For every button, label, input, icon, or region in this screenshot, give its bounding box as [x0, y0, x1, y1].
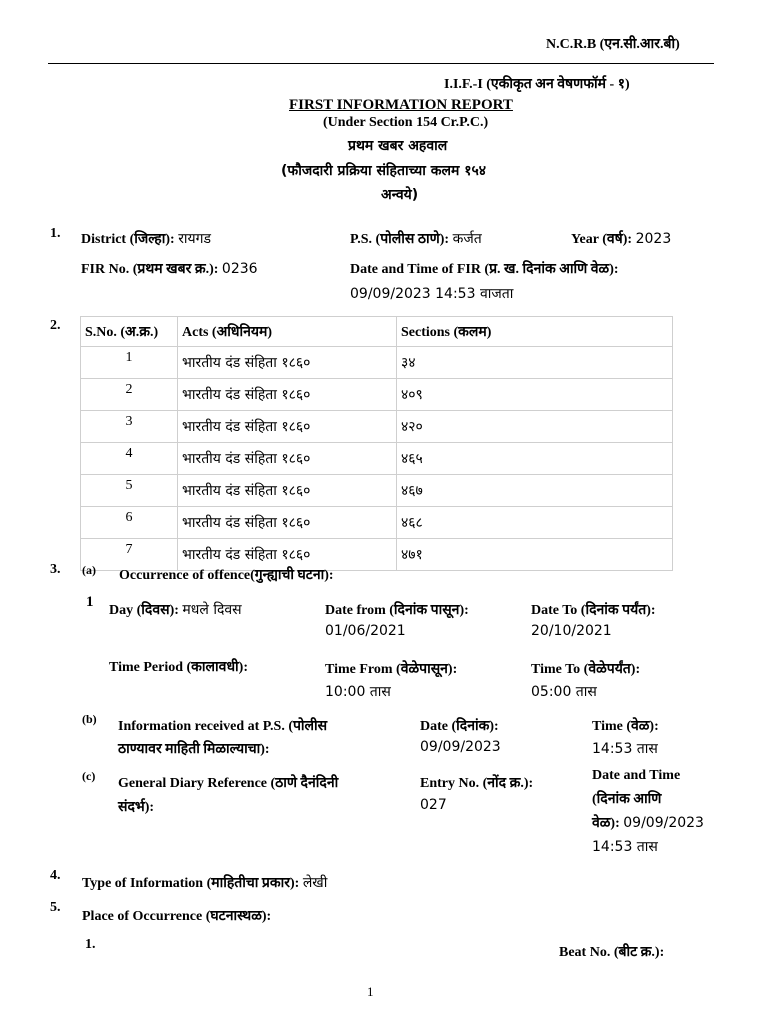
fir-label: FIR No. (प्रथम खबर क्र.):	[81, 262, 219, 277]
section-cell: ४६८	[397, 507, 673, 539]
time-period-label: Time Period (कालावधी):	[109, 660, 249, 675]
entry-no-value: 027	[420, 797, 447, 813]
section-cell: ४६७	[397, 475, 673, 507]
beat-no-label: Beat No. (बीट क्र.):	[559, 945, 665, 960]
sno-cell: 6	[81, 507, 178, 539]
day-value: मधले दिवस	[182, 602, 242, 618]
general-diary-label-2: संदर्भ):	[118, 800, 155, 815]
ps-label: P.S. (पोलीस ठाणे):	[350, 232, 450, 247]
section-3a-marker: (a)	[82, 563, 96, 577]
acts-header: Acts (अधिनियम)	[178, 317, 397, 347]
report-title: FIRST INFORMATION REPORT	[289, 97, 513, 113]
time-to-label: Time To (वेळेपर्यंत):	[531, 662, 641, 677]
section-2-number: 2.	[50, 318, 61, 333]
report-subtitle-mr-2: अन्वये)	[381, 187, 419, 203]
place-of-occurrence-label: Place of Occurrence (घटनास्थळ):	[82, 909, 272, 924]
acts-sections-table	[80, 316, 673, 571]
info-received-label: Information received at P.S. (पोलीस	[118, 719, 328, 734]
year-label: Year (वर्ष):	[571, 232, 633, 247]
time-from-value: 10:00 तास	[325, 684, 391, 700]
general-diary-label: General Diary Reference (ठाणे दैनंदिनी	[118, 776, 339, 791]
date-to-label: Date To (दिनांक पर्यंत):	[531, 603, 656, 618]
act-cell: भारतीय दंड संहिता १८६०	[178, 411, 397, 443]
occurrence-item-number: 1	[86, 594, 94, 610]
section-4-number: 4.	[50, 868, 61, 883]
gd-datetime-value-2: 14:53 तास	[592, 839, 658, 855]
info-time-label: Time (वेळ):	[592, 719, 659, 734]
info-type-value: लेखी	[302, 875, 328, 891]
fir-field	[81, 259, 258, 278]
table-row	[81, 507, 673, 539]
fir-datetime-value: 09/09/2023 14:53 वाजता	[350, 286, 514, 302]
date-from-label: Date from (दिनांक पासून):	[325, 603, 469, 618]
day-label: Day (दिवस):	[109, 603, 179, 618]
section-1-number: 1.	[50, 226, 61, 241]
gd-datetime-label-2: (दिनांक आणि	[592, 792, 662, 807]
act-cell: भारतीय दंड संहिता १८६०	[178, 507, 397, 539]
report-subtitle-mr: (फौजदारी प्रक्रिया संहिताच्या कलम १५४	[281, 163, 487, 179]
section-5-number: 5.	[50, 900, 61, 915]
gd-datetime-label-3: वेळ):	[592, 816, 620, 831]
info-received-label-2: ठाण्यावर माहिती मिळाल्याचा):	[118, 742, 270, 757]
sno-cell: 4	[81, 443, 178, 475]
act-cell: भारतीय दंड संहिता १८६०	[178, 475, 397, 507]
sno-cell: 3	[81, 411, 178, 443]
sno-cell: 5	[81, 475, 178, 507]
report-title-mr: प्रथम खबर अहवाल	[348, 138, 448, 154]
entry-no-label: Entry No. (नोंद क्र.):	[420, 776, 534, 791]
year-value: 2023	[635, 231, 672, 247]
ncrb-label: N.C.R.B (एन.सी.आर.बी)	[546, 37, 680, 52]
sections-header: Sections (कलम)	[397, 317, 673, 347]
table-row	[81, 379, 673, 411]
fir-datetime-label: Date and Time of FIR (प्र. ख. दिनांक आणि वेळ):	[350, 262, 619, 277]
ps-value: कर्जत	[452, 231, 482, 247]
time-to-value: 05:00 तास	[531, 684, 597, 700]
sno-cell: 1	[81, 347, 178, 379]
act-cell: भारतीय दंड संहिता १८६०	[178, 347, 397, 379]
section-cell: ४०९	[397, 379, 673, 411]
place-item-number: 1.	[85, 937, 96, 952]
district-value: रायगड	[178, 231, 212, 247]
sno-header: S.No. (अ.क्र.)	[81, 317, 178, 347]
iif-label: I.I.F.-I (एकीकृत अन वेषणफॉर्म - १)	[444, 77, 630, 92]
info-type-field	[82, 873, 327, 892]
act-cell: भारतीय दंड संहिता १८६०	[178, 443, 397, 475]
info-time-value: 14:53 तास	[592, 741, 658, 757]
district-label: District (जिल्हा):	[81, 232, 175, 247]
section-cell: ४६५	[397, 443, 673, 475]
act-cell: भारतीय दंड संहिता १८६०	[178, 379, 397, 411]
ps-field	[350, 229, 482, 248]
section-cell: ४२०	[397, 411, 673, 443]
info-date-value: 09/09/2023	[420, 739, 501, 755]
time-from-label: Time From (वेळेपासून):	[325, 662, 458, 677]
act-cell: भारतीय दंड संहिता १८६०	[178, 539, 397, 571]
table-row	[81, 347, 673, 379]
table-header-row	[81, 317, 673, 347]
date-to-value: 20/10/2021	[531, 623, 612, 639]
table-row	[81, 475, 673, 507]
sno-cell: 2	[81, 379, 178, 411]
district-field	[81, 229, 211, 248]
fir-value: 0236	[221, 261, 258, 277]
section-3c-marker: (c)	[82, 769, 96, 783]
day-field	[109, 600, 242, 619]
section-cell: ४७१	[397, 539, 673, 571]
gd-datetime-field	[592, 813, 704, 832]
header-divider	[48, 63, 714, 64]
year-field	[571, 229, 671, 248]
date-from-value: 01/06/2021	[325, 623, 406, 639]
section-3b-marker: (b)	[82, 712, 97, 726]
table-row	[81, 443, 673, 475]
sno-cell: 7	[81, 539, 178, 571]
report-subtitle: (Under Section 154 Cr.P.C.)	[323, 115, 489, 130]
info-date-label: Date (दिनांक):	[420, 719, 499, 734]
table-row	[81, 411, 673, 443]
section-cell: ३४	[397, 347, 673, 379]
section-3-number: 3.	[50, 562, 61, 577]
info-type-label: Type of Information (माहितीचा प्रकार):	[82, 876, 300, 891]
gd-datetime-label: Date and Time	[592, 768, 681, 783]
gd-datetime-value: 09/09/2023	[623, 815, 704, 831]
page-number: 1	[367, 984, 374, 999]
occurrence-label: Occurrence of offence(गुन्ह्याची घटना):	[119, 568, 334, 583]
